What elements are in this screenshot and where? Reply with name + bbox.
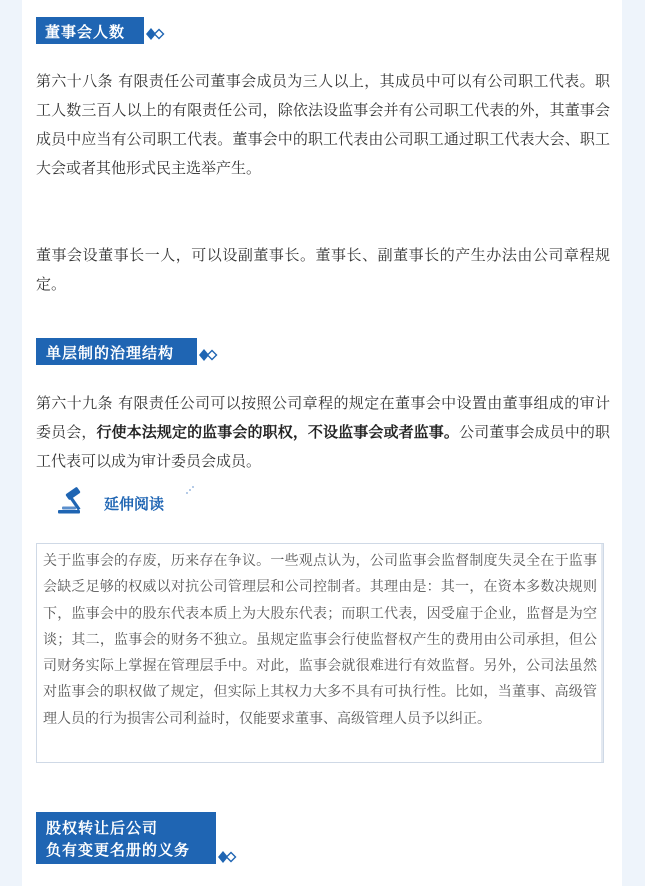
scrollbar-track[interactable]: [601, 543, 604, 763]
section-heading-board-size: [36, 17, 144, 44]
diamond-decoration-icon: [199, 348, 221, 362]
paragraph-article-68: 第六十八条 有限责任公司董事会成员为三人以上，其成员中可以有公司职工代表。职工人数三百人以上的有限责任公司，除依法设监事会并有公司职工代表的外，其董事会成员中应当有公司职工代表。董事会中的职工代表由公司职工通过职工代表大会、职工大会或者其他形式民主选举产生。: [36, 72, 610, 177]
section-heading-single-tier: [36, 338, 197, 365]
extended-reading-label: 延伸阅读: [104, 495, 165, 513]
article-page: [22, 0, 622, 886]
section-heading-label: 单层制的治理结构: [46, 344, 175, 362]
article-69-text: 第六十九条 有限责任公司可以按照公司章程的规定在董事会中设置由董事组成的审计委员会，: [36, 394, 610, 441]
section-heading-label: 董事会人数: [45, 23, 126, 41]
extended-reading-header: [56, 484, 216, 518]
article-69-emphasis: 行使本法规定的监事会的职权，不设监事会或者监事。: [96, 423, 460, 441]
extended-reading-box[interactable]: [36, 543, 604, 763]
gavel-icon: [56, 484, 100, 518]
diamond-decoration-icon: [146, 27, 168, 41]
article-69-text-end: 公司董事会成员中的职工代表可以成为审计委员会成员。: [36, 423, 610, 470]
paragraph-chairman: 董事会设董事长一人，可以设副董事长。董事长、副董事长的产生办法由公司章程规定。: [36, 246, 610, 293]
extended-reading-text: 关于监事会的存废，历来存在争议。一些观点认为，公司监事会监督制度失灵全在于监事会缺乏足够的权威以对抗公司管理层和公司控制者。其理由是：其一，在资本多数决规则下，监事会中的股东代表本质上为大股东代表；而职工代表，因受雇于企业，监督是为空谈；其二，监事会的财务不独立。虽规定监事会行使监督权产生的费用由公司承担，但公司财务实际上掌握在管理层手中。对此，监事会就很难进行有效监督。另外，公司法虽然对监事会的职权做了规定，但实际上其权力大多不具有可执行性。比如，当董事、高级管理人员的行为损害公司利益时，仅能要求董事、高级管理人员予以纠正。: [43, 553, 597, 727]
dots-decoration-icon: [185, 485, 195, 495]
section-heading-share-transfer: [36, 812, 216, 864]
section-heading-line1: 股权转让后公司: [46, 819, 159, 837]
diamond-decoration-icon: [218, 850, 240, 864]
section-heading-line2: 负有变更名册的义务: [46, 841, 191, 859]
paragraph-article-69: [36, 389, 610, 476]
